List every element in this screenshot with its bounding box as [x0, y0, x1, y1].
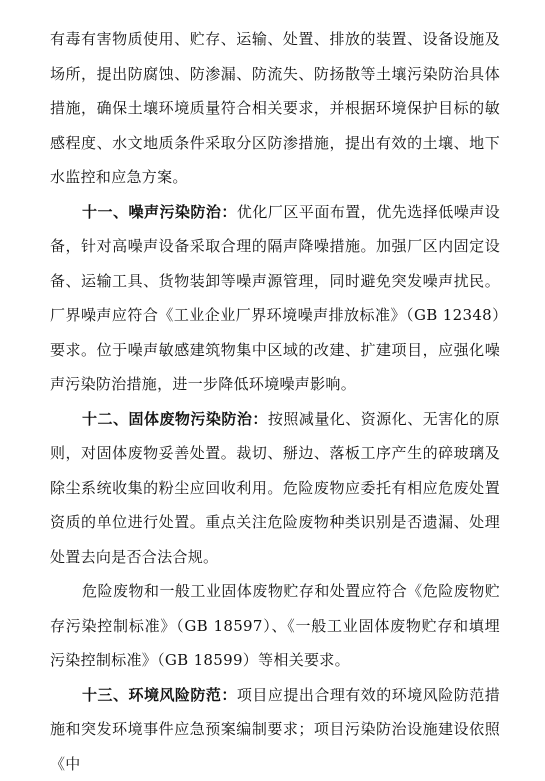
section-body-noise: 优化厂区平面布置，优先选择低噪声设备，针对高噪声设备采取合理的隔声降噪措施。加强厂区内固定设备、运输工具、货物装卸等噪声源管理，同时避免突发噪声扰民。厂界噪声应符合《工业企业厂界环境噪声排放标准》（GB 12348）要求。位于噪声敏感建筑物集中区域的改建、扩建项目，应强化噪声污染防治措施，进一步降低环境噪声影响。: [50, 203, 500, 394]
section-heading-solid-waste: 十二、固体废物污染防治：: [82, 410, 268, 428]
section-body-risk: 项目应提出合理有效的环境风险防范措施和突发环境事件应急预案编制要求；项目污染防治设施建设依照《中: [50, 686, 500, 773]
section-body-solid-waste: 按照减量化、资源化、无害化的原则，对固体废物妥善处置。裁切、掰边、落板工序产生的碎玻璃及除尘系统收集的粉尘应回收利用。危险废物应委托有相应危废处置资质的单位进行处置。重点关注危险废物种类识别是否遗漏、处理处置去向是否合法合规。: [50, 410, 500, 566]
section-environmental-risk: [50, 678, 500, 781]
paragraph-hazardous-waste: [50, 574, 500, 678]
section-noise-control: [50, 195, 500, 402]
paragraph-text: 有毒有害物质使用、贮存、运输、处置、排放的装置、设备设施及场所，提出防腐蚀、防渗漏、防流失、防扬散等土壤污染防治具体措施，确保土壤环境质量符合相关要求，并根据环境保护目标的敏感程度、水文地质条件采取分区防渗措施，提出有效的土壤、地下水监控和应急方案。: [50, 30, 500, 186]
section-solid-waste: [50, 402, 500, 575]
section-heading-risk: 十三、环境风险防范：: [82, 686, 237, 704]
section-heading-noise: 十一、噪声污染防治：: [82, 203, 237, 221]
paragraph-soil-continuation: [50, 22, 500, 195]
document-page: [50, 22, 500, 781]
paragraph-text: 危险废物和一般工业固体废物贮存和处置应符合《危险废物贮存污染控制标准》（GB 18597）、《一般工业固体废物贮存和填埋污染控制标准》（GB 18599）等相关要求。: [50, 582, 500, 669]
